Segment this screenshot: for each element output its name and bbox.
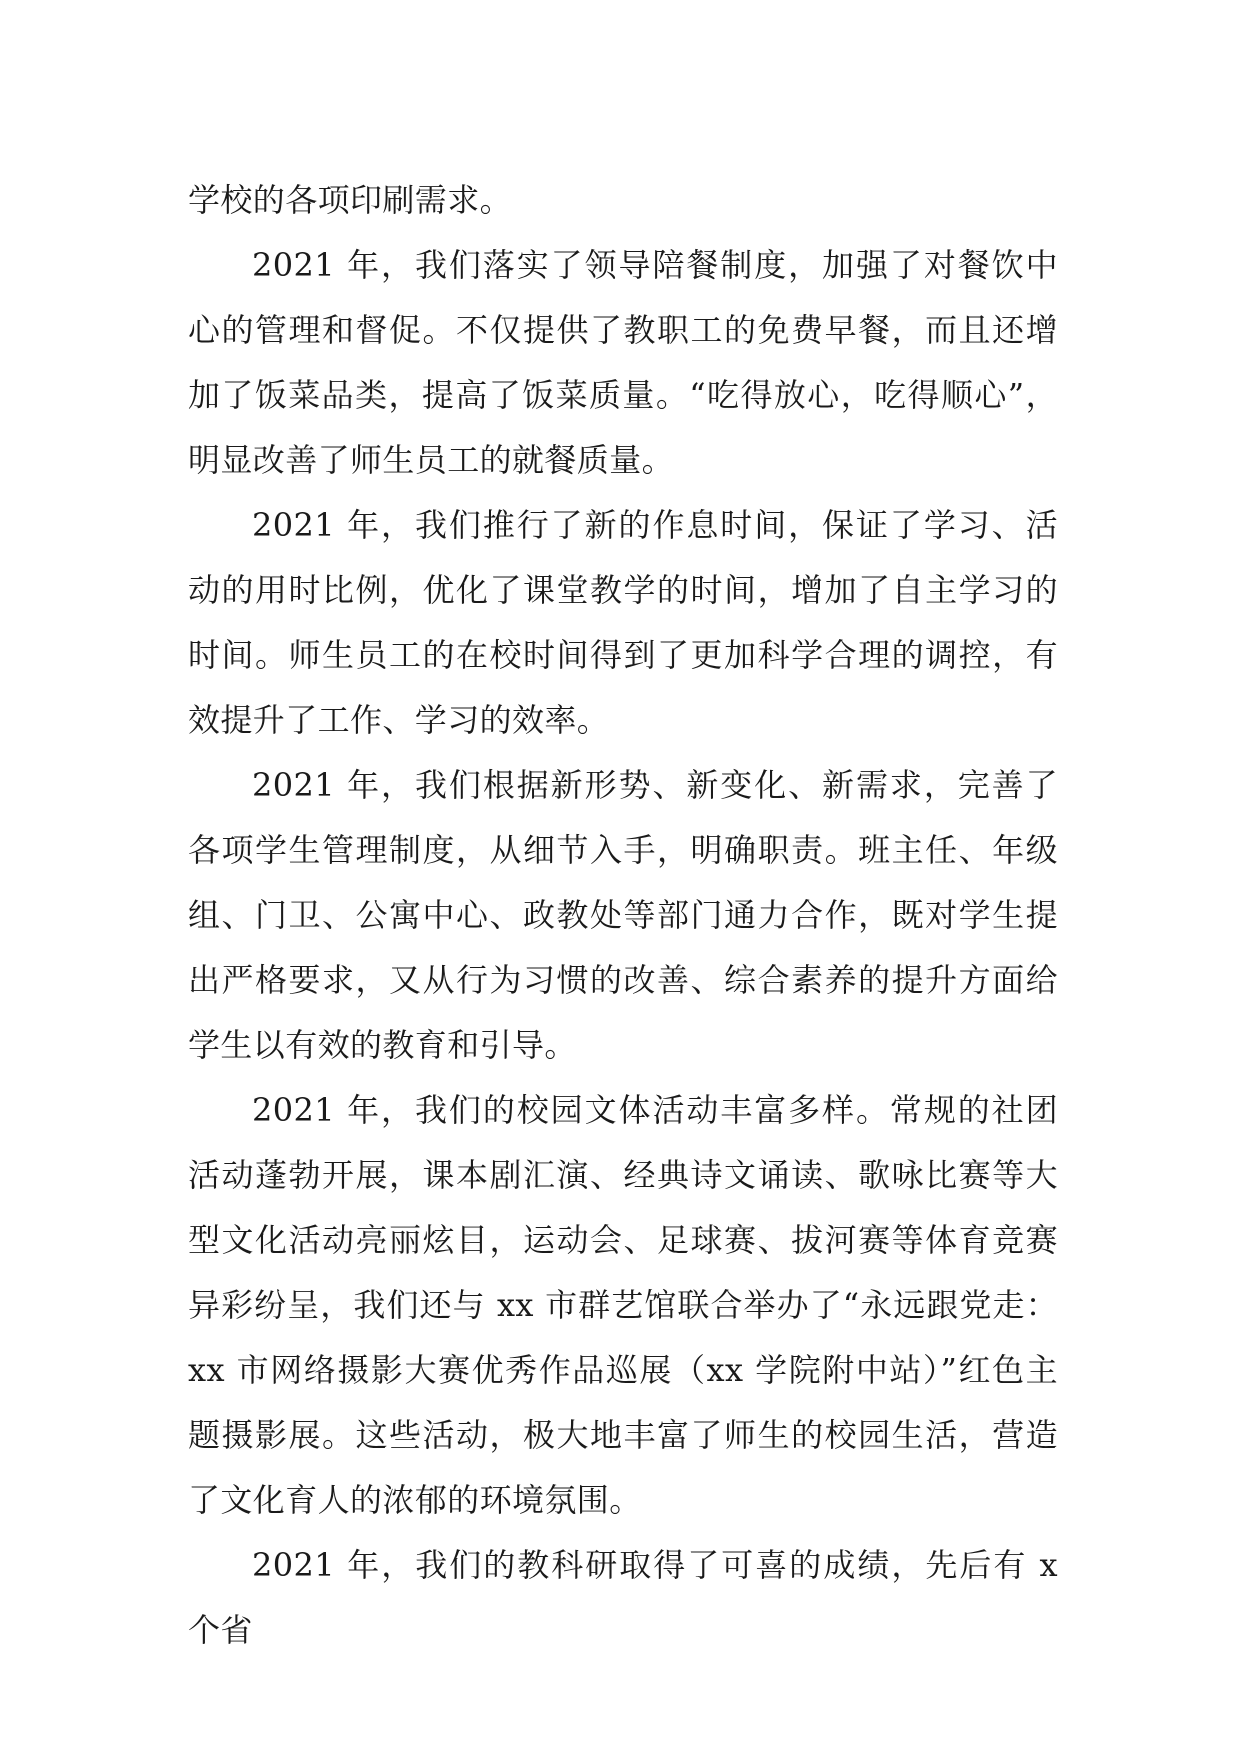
body-text (188, 168, 1058, 1663)
paragraph-schedule: 2021 年，我们推行了新的作息时间，保证了学习、活动的用时比例，优化了课堂教学的时间，增加了自主学习的时间。师生员工的在校时间得到了更加科学合理的调控，有效提升了工作、学习的效率。 (188, 506, 1058, 739)
paragraph-student-management: 2021 年，我们根据新形势、新变化、新需求，完善了各项学生管理制度，从细节入手，明确职责。班主任、年级组、门卫、公寓中心、政教处等部门通力合作，既对学生提出严格要求，又从行为习惯的改善、综合素养的提升方面给学生以有效的教育和引导。 (188, 766, 1058, 1064)
paragraph-campus-activities: 2021 年，我们的校园文体活动丰富多样。常规的社团活动蓬勃开展，课本剧汇演、经典诗文诵读、歌咏比赛等大型文化活动亮丽炫目，运动会、足球赛、拔河赛等体育竞赛异彩纷呈，我们还与 xx 市群艺馆联合举办了“永远跟党走：xx 市网络摄影大赛优秀作品巡展（xx 学院附中站）”红色主题摄影展。这些活动，极大地丰富了师生的校园生活，营造了文化育人的浓郁的环境氛围。 (188, 1091, 1058, 1519)
paragraph-dining: 2021 年，我们落实了领导陪餐制度，加强了对餐饮中心的管理和督促。不仅提供了教职工的免费早餐，而且还增加了饭菜品类，提高了饭菜质量。“吃得放心，吃得顺心”，明显改善了师生员工的就餐质量。 (188, 246, 1058, 479)
paragraph-continuation: 学校的各项印刷需求。 (188, 181, 513, 219)
paragraph-research: 2021 年，我们的教科研取得了可喜的成绩，先后有 x 个省 (188, 1546, 1058, 1649)
